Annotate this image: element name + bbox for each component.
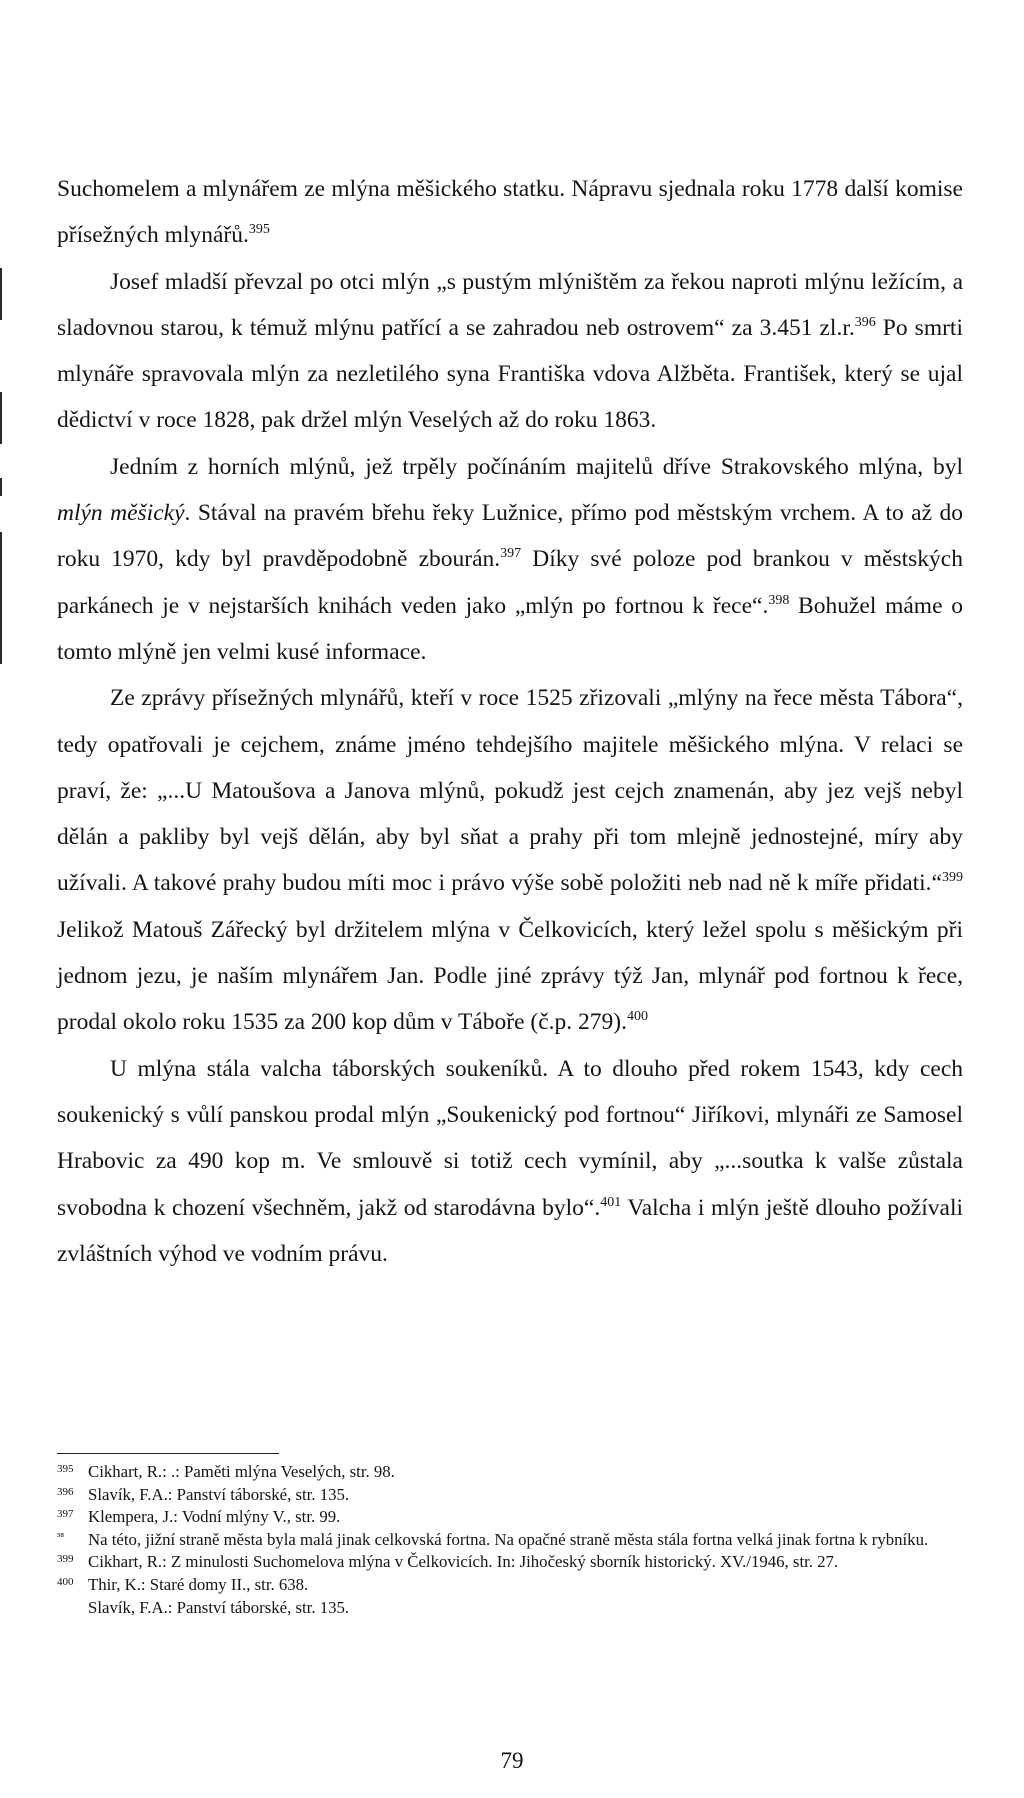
scan-edge-mark [0, 268, 2, 320]
footnote: 399 Cikhart, R.: Z minulosti Suchomelova mlýna v Čelkovicích. In: Jihočeský sborník historický. XV./1946, str. 27. [57, 1552, 839, 1572]
footnote-text: Slavík, F.A.: Panství táborské, str. 135. [88, 1484, 350, 1504]
text-run: Díky své poloze pod brankou v městských parkánech je v nejstarších knihách veden jako „mlýn po fortnou k řece“. [57, 546, 963, 619]
footnote-text: Thir, K.: Staré domy II., str. 638. [88, 1574, 309, 1594]
footnote-separator [57, 1453, 279, 1454]
footnote-text: Klempera, J.: Vodní mlýny V., str. 99. [88, 1507, 341, 1527]
footnote [57, 1597, 969, 1620]
footnote-reference: 401 [600, 1194, 622, 1210]
footnote-reference: 400 [626, 1009, 648, 1025]
footnote-reference: 399 [942, 870, 963, 886]
footnote: ³⁸ Na této, jižní straně města byla malá jinak celkovská fortna. Na opačné straně města stála fortna velká jinak fortna k rybníku. [57, 1529, 929, 1549]
text-run: Bohužel máme o tomto mlýně jen velmi kusé informace. [57, 592, 963, 665]
footnote-text: Cikhart, R.: Z minulosti Suchomelova mlýna v Čelkovicích. In: Jihočeský sborník historický. XV./1946, str. 27. [88, 1552, 839, 1572]
paragraph [57, 675, 963, 1045]
paragraph [57, 259, 963, 444]
scan-edge-mark [0, 478, 2, 496]
footnote: 396 Slavík, F.A.: Panství táborské, str. 135. [57, 1484, 350, 1504]
footnote-text: Cikhart, R.: .: Paměti mlýna Veselých, str. 98. [88, 1462, 395, 1481]
footnote-text: Na této, jižní straně města byla malá jinak celkovská fortna. Na opačné straně města stála fortna velká jinak fortna k rybníku. [88, 1529, 929, 1549]
footnote-text: Slavík, F.A.: Panství táborské, str. 135. [88, 1597, 350, 1617]
footnote-reference: 398 [768, 592, 790, 608]
text-run: Suchomelem a mlynářem ze mlýna měšického statku. Nápravu sjednala roku 1778 další komise přísežných mlynářů. [57, 176, 963, 249]
text-run: Josef mladší převzal po otci mlýn „s pustým mlýništěm za řekou naproti mlýnu ležícím, a sladovnou starou, k témuž mlýnu patřící a se zahradou neb ostrovem“ za 3.451 zl.r. [57, 268, 963, 341]
paragraph [57, 166, 963, 259]
text-run: U mlýna stála valcha táborských soukeníků. A to dlouho před rokem 1543, kdy cech soukenický s vůlí panskou prodal mlýn „Soukenický pod fortnou“ Jiříkovi, mlynáři ze Samosel Hrabovic za 490 kop m. Ve smlouvě si totiž cech vymínil, aby „...soutka k valše zůstala svobodna k chození všechněm, jakž od starodávna bylo“. [57, 1055, 963, 1221]
footnote-reference: 395 [248, 222, 270, 238]
footnote-reference: 396 [854, 314, 876, 330]
footnote: 400 Thir, K.: Staré domy II., str. 638. [57, 1574, 309, 1594]
page-number: 79 [500, 1748, 524, 1773]
paragraph [57, 1046, 963, 1277]
footnote: 397 Klempera, J.: Vodní mlýny V., str. 99. [57, 1507, 341, 1527]
scan-edge-mark [0, 392, 2, 444]
text-run: Jelikož Matouš Zářecký byl držitelem mlýna v Čelkovicích, který ležel spolu s měšickým při jednom jezu, je naším mlynářem Jan. Podle jiné zprávy týž Jan, mlynář pod fortnou k řece, prodal okolo roku 1535 za 200 kop dům v Táboře (č.p. 279). [57, 916, 963, 1036]
text-run: Jedním z horních mlýnů, jež trpěly počínáním majitelů dříve Strakovského mlýna, byl [110, 453, 963, 480]
text-run: Valcha i mlýn ještě dlouho požívali zvláštních výhod ve vodním právu. [57, 1194, 963, 1267]
text-run: Ze zprávy přísežných mlynářů, kteří v roce 1525 zřizovali „mlýny na řece města Tábora“, tedy opatřovali je cejchem, známe jméno tehdejšího majitele měšického mlýna. V relaci se praví, že: „...U Matoušova a Janova mlýnů, pokudž jest cejch znamenán, aby jez vejš nebyl dělán a pakliby byl vejš dělán, aby byl sňat a prahy při tom mlejně jednostejné, míry aby užívali. A takové prahy budou míti moc i právo výše sobě položiti neb nad ně k míře přidati.“ [57, 685, 963, 897]
text-run: . Stával na pravém břehu řeky Lužnice, přímo pod městským vrchem. A to až do roku 1970, kdy byl pravděpodobně zbourán. [57, 500, 963, 573]
footnote: 395 Cikhart, R.: .: Paměti mlýna Veselých, str. 98. [57, 1462, 395, 1481]
body-text [57, 166, 963, 1277]
scan-edge-mark [0, 532, 2, 664]
footnote-reference: 397 [500, 546, 522, 562]
text-run: Po smrti mlynáře spravovala mlýn za nezletilého syna Františka vdova Alžběta. František, který se ujal dědictví v roce 1828, pak držel mlýn Veselých až do roku 1863. [57, 314, 963, 434]
italic-text: mlýn měšický [57, 500, 185, 527]
footnotes [57, 1461, 969, 1619]
paragraph [57, 444, 963, 675]
